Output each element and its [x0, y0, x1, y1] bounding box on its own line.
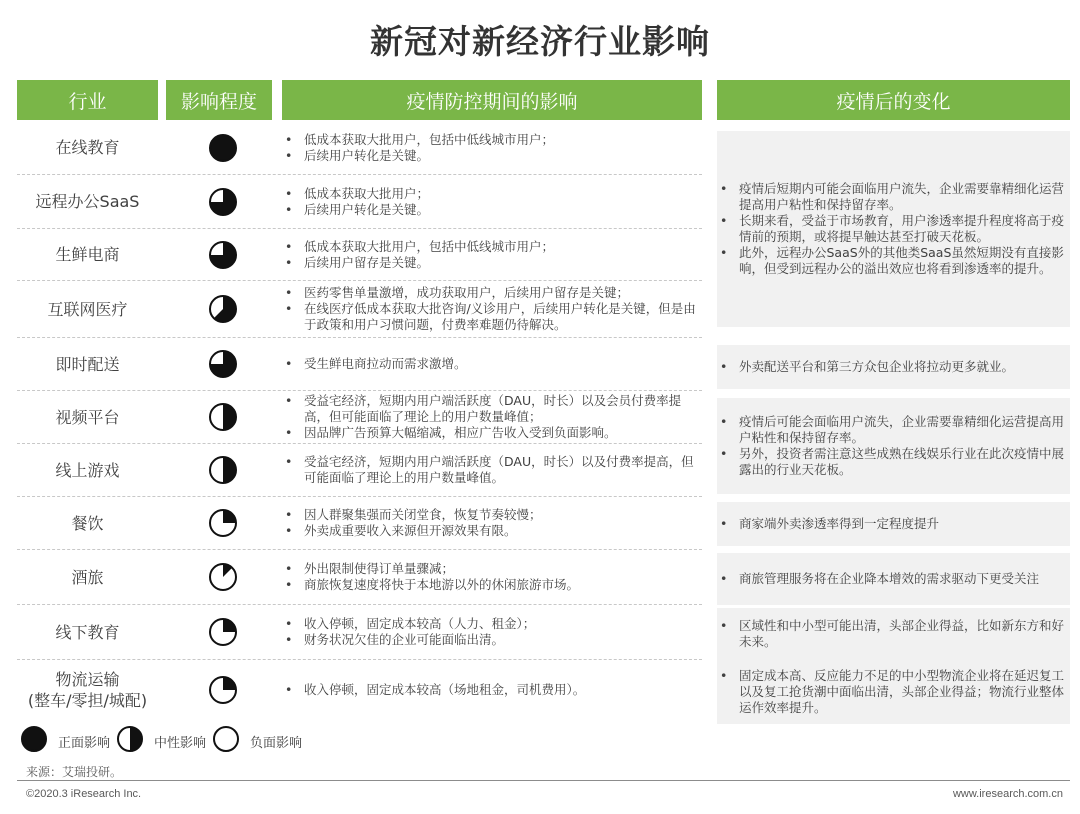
after-text: 长期来看，受益于市场教育，用户渗透率提升程度将高于疫情前的预期，或将提早触达甚至打破天花板。 — [739, 213, 1065, 244]
after-bullet-item — [717, 446, 1066, 478]
industry-name: 线下教育 — [55, 622, 120, 642]
effect-bullet-item — [282, 523, 702, 539]
effect-text: 因人群聚集强而关闭堂食，恢复节奏较慢； — [304, 507, 542, 522]
industry-name: 视频平台 — [55, 407, 120, 427]
effect-bullet-item — [282, 425, 702, 441]
effect-bullet-item — [282, 202, 702, 218]
effect-bullet-item — [282, 393, 702, 425]
effect-text: 外出限制使得订单量骤减； — [304, 561, 455, 576]
industry-name: 远程办公SaaS — [35, 192, 140, 211]
after-change-box — [717, 131, 1070, 327]
effect-bullet-item — [282, 285, 702, 301]
bullet-dot: • — [285, 616, 293, 631]
bullet-dot: • — [720, 618, 728, 633]
impact-degree — [177, 121, 269, 174]
bullet-dot: • — [285, 131, 293, 147]
effect-text: 收入停顿，固定成本较高（场地租金，司机费用）。 — [304, 682, 586, 697]
after-bullet-item — [717, 213, 1066, 245]
effect-bullet-item — [282, 255, 702, 271]
effect-bullet-item — [282, 507, 702, 523]
effect-text: 受生鲜电商拉动而需求激增。 — [304, 356, 467, 371]
impact-pie-icon-filled-segment — [223, 457, 236, 483]
effect-text: 在线医疗低成本获取大批咨询/义诊用户，后续用户转化是关键，但是由于政策和用户习惯问题，付费率难题仍待解决。 — [304, 301, 696, 332]
industry-name: 生鲜电商 — [55, 245, 120, 264]
impact-degree — [177, 229, 269, 280]
effect-text: 财务状况欠佳的企业可能面临出清。 — [304, 632, 505, 647]
effect-text: 后续用户留存是关键。 — [304, 254, 430, 270]
bullet-dot: • — [720, 213, 728, 228]
after-bullet-item — [717, 181, 1066, 213]
impact-pie-icon — [208, 349, 238, 379]
after-bullet-item — [717, 516, 1066, 532]
legend-neutral-icon — [116, 725, 144, 757]
after-bullet-item — [717, 414, 1066, 446]
bullet-dot: • — [285, 185, 293, 201]
effect-text: 低成本获取大批用户，包括中低线城市用户； — [304, 238, 555, 254]
effect-cell — [282, 338, 702, 390]
impact-pie-icon-filled-segment — [223, 619, 236, 632]
neutral-pie-icon — [116, 725, 144, 753]
after-text: 区域性和中小型可能出清，头部企业得益，比如新东方和好未来。 — [739, 618, 1065, 649]
after-change-box — [717, 502, 1070, 546]
effect-cell — [282, 229, 702, 280]
bullet-dot: • — [720, 414, 728, 429]
impact-pie-icon — [208, 617, 238, 647]
bullet-dot: • — [285, 356, 293, 371]
after-change-box — [717, 345, 1070, 389]
page-title: 新冠对新经济行业影响 — [370, 22, 710, 61]
impact-pie-icon — [208, 187, 238, 217]
industry-name: 即时配送 — [55, 354, 120, 374]
impact-pie-icon — [208, 133, 238, 163]
effect-bullet-item — [282, 356, 702, 372]
impact-degree — [177, 550, 269, 604]
legend-neutral-label: 中性影响 — [154, 735, 207, 751]
legend-positive-icon — [20, 725, 48, 757]
neutral-pie-icon-filled-segment — [130, 727, 142, 751]
industry-name: 互联网医疗 — [47, 299, 128, 319]
bullet-dot: • — [285, 301, 293, 316]
effect-bullet-item — [282, 561, 702, 577]
bullet-dot: • — [285, 254, 293, 270]
impact-degree — [177, 497, 269, 549]
positive-pie-icon — [20, 725, 48, 753]
bullet-dot: • — [720, 359, 728, 374]
after-text: 疫情后短期内可能会面临用户流失，企业需要靠精细化运营提高用户粘性和保持留存率。 — [739, 181, 1065, 212]
effect-cell — [282, 444, 702, 496]
bullet-dot: • — [720, 446, 728, 461]
bullet-dot: • — [285, 632, 293, 647]
copyright: ©2020.3 iResearch Inc. — [26, 788, 142, 800]
after-text: 商旅管理服务将在企业降本增效的需求驱动下更受关注 — [739, 571, 1040, 586]
bullet-dot: • — [720, 245, 728, 260]
bullet-dot: • — [285, 561, 293, 576]
effect-bullet-item — [282, 239, 702, 255]
after-bullet-item — [717, 571, 1066, 587]
bullet-dot: • — [285, 285, 293, 300]
effect-bullet-item — [282, 301, 702, 333]
header-effect: 疫情防控期间的影响 — [282, 80, 702, 120]
legend — [20, 725, 308, 757]
negative-pie-icon — [212, 725, 240, 753]
legend-negative-icon — [212, 725, 240, 757]
bullet-dot: • — [720, 668, 728, 683]
effect-cell — [282, 121, 702, 174]
after-text: 商家端外卖渗透率得到一定程度提升 — [739, 516, 940, 531]
after-bullet-item — [717, 359, 1066, 375]
effect-bullet-item — [282, 454, 702, 486]
after-text: 固定成本高、反应能力不足的中小型物流企业将在延迟复工以及复工抢货潮中面临出清，头部企业得益；物流行业整体运作效率提升。 — [739, 668, 1065, 715]
impact-pie-icon — [208, 294, 238, 324]
bullet-dot: • — [720, 181, 728, 196]
effect-bullet-item — [282, 616, 702, 632]
impact-pie-icon — [208, 675, 238, 705]
header-industry: 行业 — [17, 80, 158, 120]
impact-pie-icon-filled-segment — [223, 404, 236, 430]
effect-text: 外卖成重要收入来源但开源效果有限。 — [304, 523, 517, 538]
effect-cell — [282, 550, 702, 604]
impact-degree — [177, 660, 269, 720]
negative-pie-icon-outline — [214, 727, 238, 751]
footer-divider — [17, 780, 1070, 781]
positive-pie-icon-outline — [22, 727, 46, 751]
impact-pie-icon — [208, 455, 238, 485]
bullet-dot: • — [285, 682, 293, 697]
after-text: 外卖配送平台和第三方众包企业将拉动更多就业。 — [739, 359, 1015, 374]
effect-text: 受益宅经济，短期内用户端活跃度（DAU，时长）以及会员付费率提高，但可能面临了理论上的用户数量峰值； — [304, 393, 682, 424]
effect-text: 收入停顿，固定成本较高（人力、租金）； — [304, 616, 536, 631]
industry-name: 线上游戏 — [55, 460, 120, 480]
impact-degree — [177, 175, 269, 228]
impact-degree — [177, 281, 269, 337]
industry-name: 物流运输 (整车/零担/城配) — [27, 670, 148, 710]
effect-text: 因品牌广告预算大幅缩减，相应广告收入受到负面影响。 — [304, 425, 617, 440]
effect-bullet-item — [282, 577, 702, 593]
impact-pie-icon — [208, 562, 238, 592]
bullet-dot: • — [720, 516, 728, 531]
effect-bullet-item — [282, 632, 702, 648]
effect-cell — [282, 281, 702, 337]
effect-bullet-item — [282, 186, 702, 202]
effect-bullet-item — [282, 148, 702, 164]
industry-name: 酒旅 — [71, 567, 104, 587]
impact-pie-icon — [208, 240, 238, 270]
after-change-box — [717, 608, 1070, 660]
after-text: 另外，投资者需注意这些成熟在线娱乐行业在此次疫情中展露出的行业天花板。 — [739, 446, 1065, 477]
effect-bullet-item — [282, 132, 702, 148]
industry-name: 餐饮 — [71, 513, 104, 533]
bullet-dot: • — [285, 201, 293, 217]
effect-text: 后续用户转化是关键。 — [304, 201, 430, 217]
impact-pie-icon-outline — [210, 135, 236, 161]
impact-pie-icon — [208, 402, 238, 432]
after-change-box — [717, 553, 1070, 605]
effect-text: 低成本获取大批用户，包括中低线城市用户； — [304, 131, 555, 147]
effect-cell — [282, 391, 702, 443]
impact-pie-icon — [208, 508, 238, 538]
after-change-box — [717, 398, 1070, 494]
impact-degree — [177, 391, 269, 443]
source-note: 来源：艾瑞投研。 — [26, 765, 123, 779]
header-after: 疫情后的变化 — [717, 80, 1070, 120]
bullet-dot: • — [720, 571, 728, 586]
effect-text: 医药零售单量激增，成功获取用户，后续用户留存是关键； — [304, 285, 630, 300]
effect-cell — [282, 497, 702, 549]
after-bullet-item — [717, 668, 1066, 716]
effect-text: 商旅恢复速度将快于本地游以外的休闲旅游市场。 — [304, 577, 580, 592]
impact-degree — [177, 605, 269, 659]
bullet-dot: • — [285, 393, 293, 408]
bullet-dot: • — [285, 147, 293, 163]
after-bullet-item — [717, 245, 1066, 277]
effect-cell — [282, 175, 702, 228]
bullet-dot: • — [285, 577, 293, 592]
impact-pie-icon-filled-segment — [223, 677, 236, 690]
effect-text: 后续用户转化是关键。 — [304, 147, 430, 163]
impact-pie-icon-filled-segment — [223, 510, 236, 523]
bullet-dot: • — [285, 507, 293, 522]
bullet-dot: • — [285, 454, 293, 469]
bullet-dot: • — [285, 238, 293, 254]
impact-degree — [177, 444, 269, 496]
legend-positive-label: 正面影响 — [58, 735, 111, 751]
effect-text: 受益宅经济，短期内用户端活跃度（DAU，时长）以及付费率提高，但可能面临了理论上的用户数量峰值。 — [304, 454, 694, 485]
effect-text: 低成本获取大批用户； — [304, 185, 430, 201]
industry-name: 在线教育 — [55, 138, 120, 157]
bullet-dot: • — [285, 523, 293, 538]
after-change-box — [717, 660, 1070, 724]
effect-bullet-item — [282, 682, 702, 698]
effect-cell — [282, 605, 702, 659]
after-text: 疫情后可能会面临用户流失，企业需要靠精细化运营提高用户粘性和保持留存率。 — [739, 414, 1065, 445]
after-text: 此外，远程办公SaaS外的其他类SaaS虽然短期没有直接影响，但受到远程办公的溢出效应也将看到渗透率的提升。 — [739, 245, 1064, 276]
impact-degree — [177, 338, 269, 390]
after-bullet-item — [717, 618, 1066, 650]
legend-negative-label: 负面影响 — [250, 735, 303, 751]
website: www.iresearch.com.cn — [952, 788, 1063, 800]
bullet-dot: • — [285, 425, 293, 440]
header-degree: 影响程度 — [166, 80, 272, 120]
effect-cell — [282, 660, 702, 720]
